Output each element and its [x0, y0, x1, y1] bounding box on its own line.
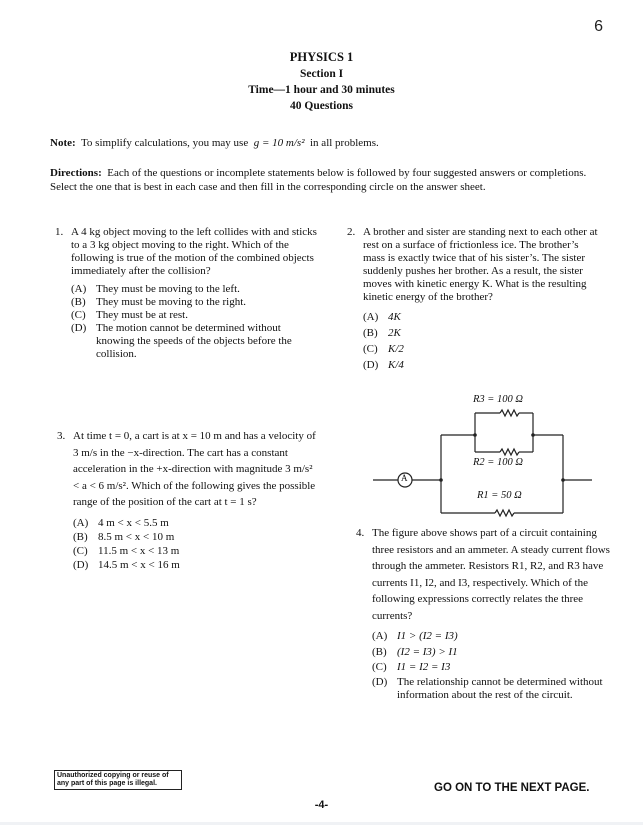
- choice-letter: (D): [73, 558, 89, 571]
- choice-d: [71, 322, 320, 361]
- directions-text: Each of the questions or incomplete statements below is followed by four suggested answers or completions. Select the one that is best in each case and then fill in the corresponding circle on the answer sheet.: [50, 167, 587, 193]
- question-4: [356, 525, 618, 702]
- choice-b: [372, 645, 618, 661]
- question-number: 4.: [356, 527, 365, 539]
- choice-a: [73, 516, 317, 530]
- choice-text: 4K: [388, 311, 401, 323]
- choice-text: 4 m < x < 5.5 m: [98, 516, 169, 529]
- choice-c: [363, 341, 602, 357]
- choice-letter: (D): [363, 359, 379, 371]
- answer-choices: [55, 283, 320, 361]
- time-limit: Time—1 hour and 30 minutes: [248, 84, 395, 96]
- choice-letter: (C): [372, 661, 387, 673]
- note-text-after: in all problems.: [310, 137, 379, 149]
- directions: [50, 166, 595, 194]
- question-stem: [55, 226, 320, 278]
- choice-letter: (B): [372, 645, 387, 658]
- choice-letter: (C): [363, 343, 378, 355]
- choice-a: [363, 309, 602, 325]
- choice-c: [71, 309, 320, 322]
- question-2: [347, 226, 602, 373]
- choice-text: K/4: [388, 359, 404, 371]
- note-label: Note:: [50, 137, 76, 149]
- choice-letter: (A): [71, 283, 87, 295]
- question-3: [57, 428, 317, 572]
- choice-c: [372, 660, 618, 676]
- question-stem: [347, 226, 602, 304]
- next-page-prompt: GO ON TO THE NEXT PAGE.: [434, 782, 590, 794]
- choice-letter: (D): [71, 322, 87, 334]
- choice-text: The motion cannot be determined without knowing the speeds of the objects before the collision.: [96, 322, 292, 360]
- choice-letter: (C): [73, 544, 88, 557]
- question-text: A 4 kg object moving to the left collides with and sticks to a 3 kg object moving to the right. Which of the following is true of the motion of the combined objects immediately after the collision?: [71, 226, 317, 277]
- choice-text: 14.5 m < x < 16 m: [98, 558, 180, 571]
- answer-choices: [347, 309, 602, 373]
- ammeter-symbol: A: [401, 473, 408, 483]
- choice-letter: (A): [363, 311, 379, 323]
- question-1: [55, 226, 320, 361]
- choice-text: They must be at rest.: [96, 309, 188, 321]
- choice-b: [73, 530, 317, 544]
- question-number: 1.: [55, 226, 64, 238]
- answer-choices: [356, 629, 618, 702]
- choice-letter: (C): [71, 309, 86, 321]
- section-label: Section I: [299, 68, 344, 80]
- choice-text: I1 = I2 = I3: [397, 661, 451, 673]
- note-formula: g = 10 m/s²: [253, 137, 305, 149]
- choice-a: [71, 283, 320, 296]
- question-number: 3.: [57, 430, 66, 442]
- r2-label: R2 = 100 Ω: [473, 457, 523, 468]
- note-text-before: To simplify calculations, you may use: [80, 137, 249, 149]
- choice-text: (I2 = I3) > I1: [397, 645, 458, 658]
- choice-d: [372, 676, 618, 702]
- question-number: 2.: [347, 226, 356, 238]
- choice-text: They must be moving to the left.: [96, 283, 240, 295]
- choice-text: 8.5 m < x < 10 m: [98, 530, 175, 543]
- choice-text: 11.5 m < x < 13 m: [98, 544, 180, 557]
- choice-text: The relationship cannot be determined without information about the rest of the circuit.: [397, 675, 603, 701]
- exam-title: PHYSICS 1: [289, 50, 354, 64]
- choice-text: They must be moving to the right.: [96, 296, 247, 308]
- choice-text: K/2: [388, 343, 404, 355]
- question-text: The figure above shows part of a circuit containing three resistors and an ammeter. A steady current flows through the ammeter. Resistors R1, R2, and R3 have currents I1, I2, and I3, respectively. Which of the following expressions correctly relates the three currents?: [372, 527, 610, 622]
- choice-b: [363, 325, 602, 341]
- choice-text: 2K: [388, 327, 401, 339]
- choice-c: [73, 544, 317, 558]
- r1-label: R1 = 50 Ω: [477, 490, 522, 501]
- choice-d: [363, 357, 602, 373]
- circuit-diagram: [360, 390, 630, 520]
- question-text: At time t = 0, a cart is at x = 10 m and has a velocity of 3 m/s in the −x-direction. The cart has a constant acceleration in the +x-direction with magnitude 3 m/s² < a < 6 m/s². Which of the following gives the possible range of the position of the cart at t = 1 s?: [73, 430, 316, 508]
- question-stem: [57, 428, 317, 511]
- question-text: A brother and sister are standing next to each other at rest on a surface of frictionless ice. The brother’s mass is exactly twice that of his sister’s. The sister suddenly pushes her brother. As a result, the sister moves with kinetic energy K. What is the resulting kinetic energy of the brother?: [363, 226, 598, 303]
- choice-d: [73, 558, 317, 572]
- directions-label: Directions:: [50, 167, 102, 179]
- answer-choices: [57, 516, 317, 572]
- r3-label: R3 = 100 Ω: [473, 394, 523, 405]
- choice-letter: (A): [73, 516, 89, 529]
- footer-page-number: -4-: [314, 799, 329, 811]
- choice-b: [71, 296, 320, 309]
- choice-a: [372, 629, 618, 645]
- choice-letter: (B): [73, 530, 88, 543]
- choice-letter: (B): [71, 296, 86, 308]
- choice-letter: (B): [363, 327, 378, 339]
- question-count: 40 Questions: [290, 100, 353, 112]
- choice-letter: (A): [372, 630, 388, 642]
- note: [50, 137, 379, 149]
- choice-text: I1 > (I2 = I3): [397, 630, 458, 642]
- corner-page-number: 6: [594, 18, 603, 35]
- copyright-notice: Unauthorized copying or reuse of any part of this page is illegal.: [54, 770, 182, 790]
- choice-letter: (D): [372, 675, 388, 688]
- question-stem: [356, 525, 618, 624]
